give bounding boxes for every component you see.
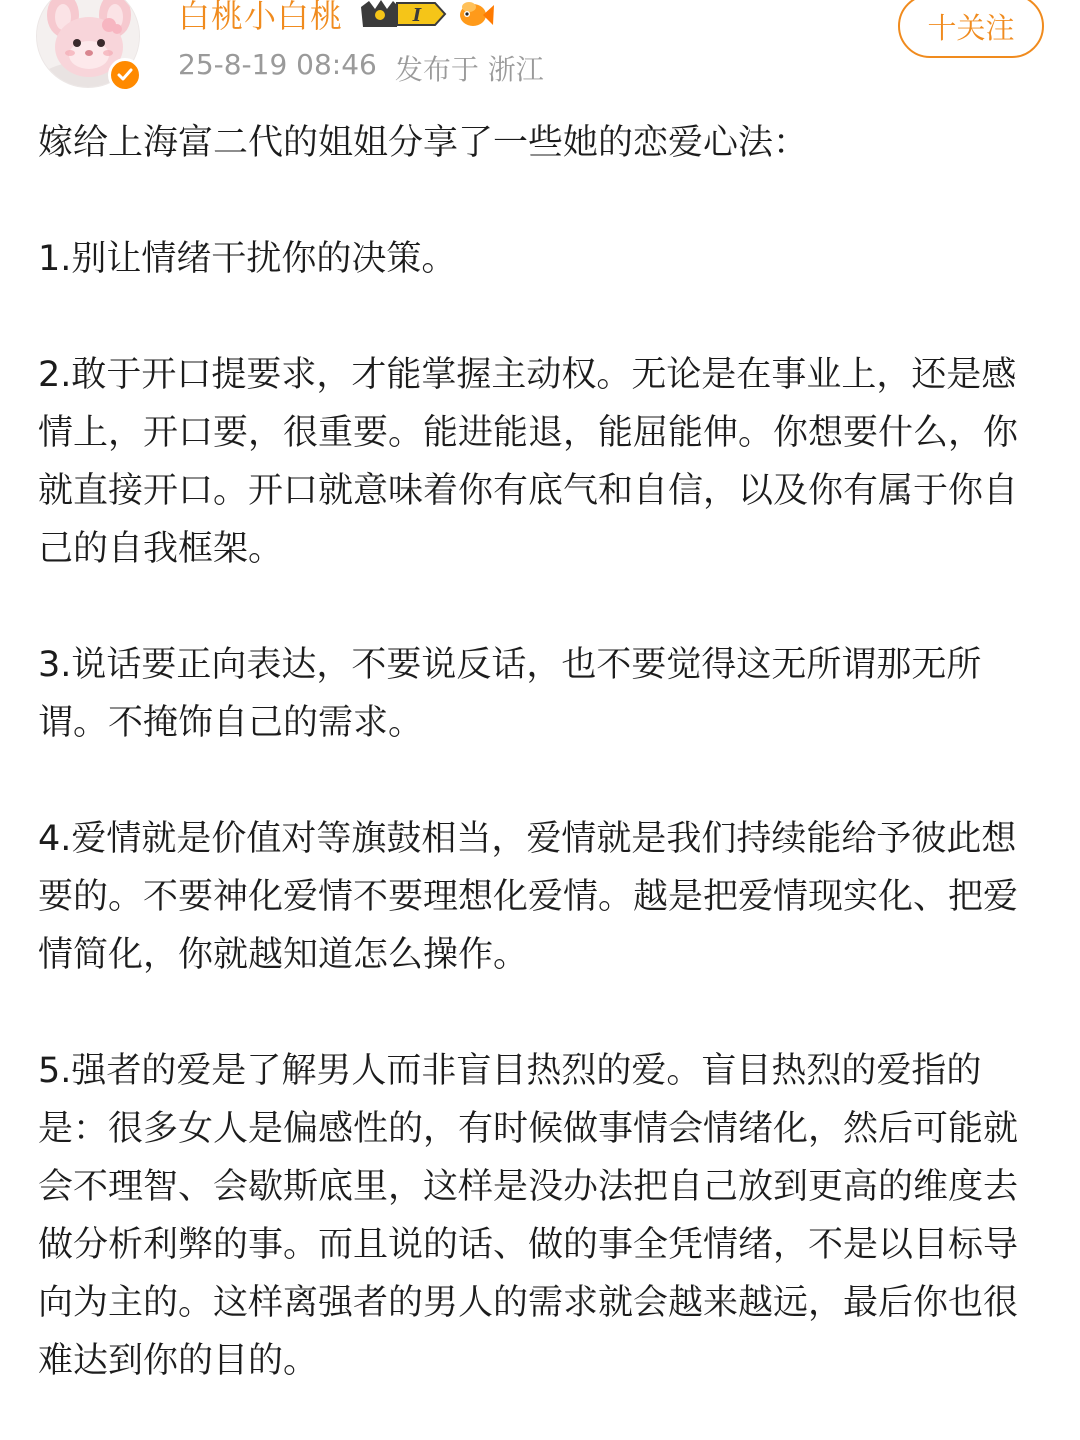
author-row <box>178 0 495 36</box>
post-paragraph-1: 1.别让情绪干扰你的决策。 <box>38 239 457 279</box>
post-content <box>38 114 1048 1390</box>
post-location: 发布于 浙江 <box>394 53 544 86</box>
crown-level-icon <box>357 0 449 31</box>
post-paragraph-3: 3.说话要正向表达，不要说反话，也不要觉得这无所谓那无所谓。不掩饰自己的需求。 <box>38 645 982 743</box>
post-time: 25-8-19 08:46 <box>178 48 377 81</box>
user-level-text: I <box>412 5 422 26</box>
avatar-container[interactable] <box>36 0 140 88</box>
post-paragraph-5: 5.强者的爱是了解男人而非盲目热烈的爱。盲目热烈的爱指的是：很多女人是偏感性的，有时候做事情会情绪化，然后可能就会不理智、会歇斯底里，这样是没办法把自己放到更高的维度去做分析利弊的事。而且说的话、做的事全凭情绪，不是以目标导向为主的。这样离强者的男人的需求就会越来越远，最后你也很难达到你的目的。 <box>38 1051 1019 1381</box>
follow-button[interactable]: 十关注 <box>898 0 1044 58</box>
post-paragraph-4: 4.爱情就是价值对等旗鼓相当，爱情就是我们持续能给予彼此想要的。不要神化爱情不要理想化爱情。越是把爱情现实化、把爱情简化，你就越知道怎么操作。 <box>38 819 1019 975</box>
post-meta <box>178 48 544 88</box>
user-level-badge[interactable] <box>357 0 449 31</box>
post-paragraph-intro: 嫁给上海富二代的姐姐分享了一些她的恋爱心法： <box>38 123 809 163</box>
author-name[interactable]: 白桃小白桃 <box>178 0 344 35</box>
post-paragraph-2: 2.敢于开口提要求，才能掌握主动权。无论是在事业上，还是感情上，开口要，很重要。能进能退，能屈能伸。你想要什么，你就直接开口。开口就意味着你有底气和自信，以及你有属于你自己的自我框架。 <box>38 355 1019 569</box>
post-header <box>0 0 1080 100</box>
goldfish-icon <box>455 0 495 31</box>
verified-check-icon <box>108 58 142 92</box>
